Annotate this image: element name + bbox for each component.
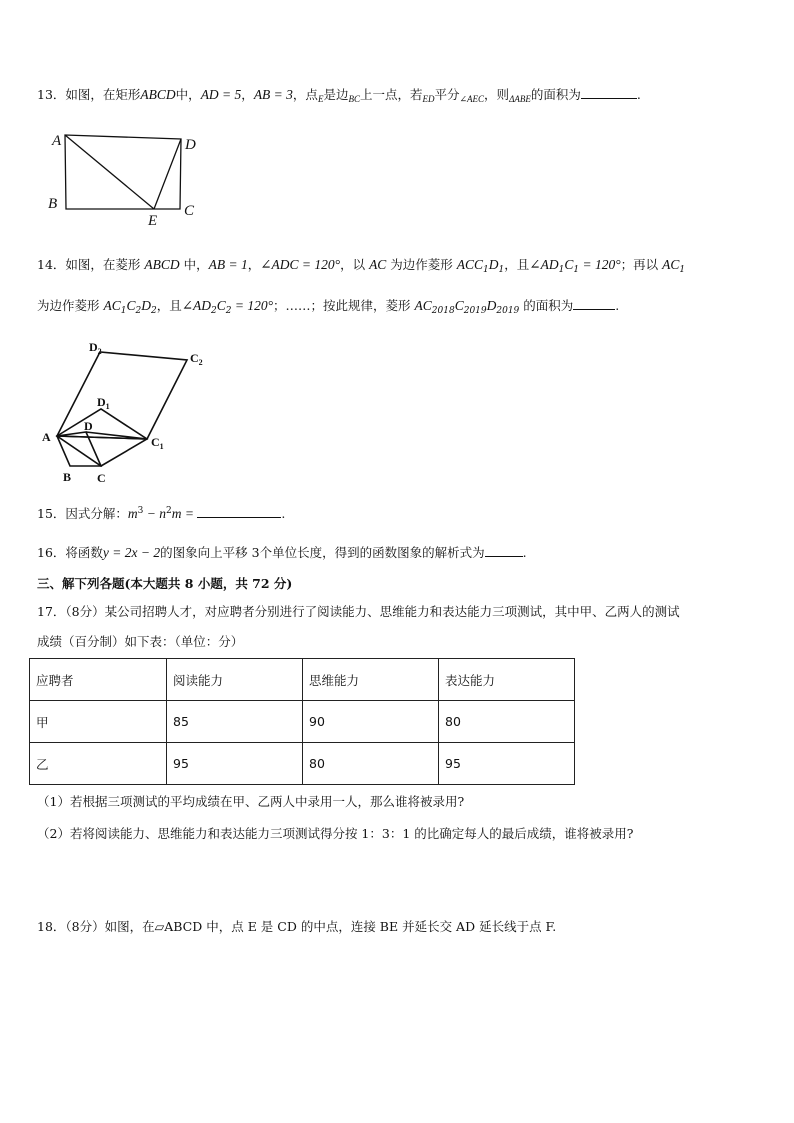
q15-text: 15．因式分解：$m^3 - n^2m$ = . bbox=[37, 506, 286, 521]
q14-label-d1: $D_1$ bbox=[97, 395, 110, 411]
q18-text: 18．（8分）如图，在▱ABCD 中，点 E 是 CD 的中点，连接 BE 并延长交 AD 延长线于点 F. bbox=[37, 919, 557, 934]
q13-label-a: A bbox=[52, 133, 62, 149]
q14-label-b: B bbox=[63, 470, 72, 484]
table-cell: 90 bbox=[303, 701, 439, 743]
q14-label-c2: $C_2$ bbox=[190, 351, 203, 367]
answer-blank bbox=[581, 86, 637, 99]
answer-blank bbox=[485, 544, 523, 557]
q14-rhombus-large bbox=[57, 352, 187, 439]
table-cell: 80 bbox=[303, 743, 439, 785]
q14-label-c1: $C_1$ bbox=[151, 435, 164, 451]
q14-text-line1: 14．如图，在菱形 ABCD 中，AB = 1，∠ADC = 120°，以 AC 为边作菱形 $ACC_1D_1$，且$\angle AD_1C_1 = 120^\circ$；再以 $AC_1$ bbox=[37, 257, 686, 275]
table-header-cell: 阅读能力 bbox=[167, 659, 303, 701]
q17-sub1: （1）若根据三项测试的平均成绩在甲、乙两人中录用一人，那么谁将被录用? bbox=[37, 794, 465, 809]
answer-blank bbox=[197, 505, 281, 518]
q13-label-d: D bbox=[185, 137, 196, 153]
table-cell: 乙 bbox=[30, 743, 167, 785]
table-cell: 95 bbox=[439, 743, 575, 785]
q13-label-b: B bbox=[48, 196, 58, 212]
q13-rectangle bbox=[65, 135, 181, 209]
q14-rhombus-small bbox=[57, 432, 101, 466]
q14-text-line2: 为边作菱形 $AC_1C_2D_2$，且$\angle AD_2C_2 = 120^\circ$；……；按此规律，菱形 $AC_{2018}C_{2019}D_{2019}$ 的面积为 . bbox=[37, 298, 620, 316]
table-header-cell: 思维能力 bbox=[303, 659, 439, 701]
table-header-row bbox=[30, 659, 575, 701]
q14-label-a: A bbox=[42, 430, 51, 444]
table-row bbox=[30, 743, 575, 785]
q17-line2: 成绩（百分制）如下表：（单位：分） bbox=[37, 634, 244, 649]
q13-label-c: C bbox=[184, 203, 195, 219]
table-cell: 甲 bbox=[30, 701, 167, 743]
table-header-cell: 应聘者 bbox=[30, 659, 167, 701]
q14-label-c: C bbox=[97, 471, 106, 485]
q13-text: 13．如图，在矩形ABCD中，AD = 5，AB = 3，点$_E$是边$_{BC}$上一点，若$_{ED}$平分$_{\angle AEC}$，则$_{\Delta ABE}$的面积为 . bbox=[37, 87, 641, 104]
q16-text: 16．将函数y = 2x − 2的图象向上平移 3个单位长度，得到的函数图象的解析式为 . bbox=[37, 545, 527, 560]
table-cell: 80 bbox=[439, 701, 575, 743]
score-table bbox=[29, 658, 575, 785]
table-header-cell: 表达能力 bbox=[439, 659, 575, 701]
q13-segment-ae bbox=[65, 135, 154, 209]
answer-blank bbox=[573, 297, 615, 310]
table-cell: 85 bbox=[167, 701, 303, 743]
q14-rhombus-mid bbox=[57, 409, 147, 466]
q17-line1: 17．（8分）某公司招聘人才，对应聘者分别进行了阅读能力、思维能力和表达能力三项测试，其中甲、乙两人的测试 bbox=[37, 604, 680, 619]
q13-label-e: E bbox=[148, 213, 158, 229]
q17-sub2: （2）若将阅读能力、思维能力和表达能力三项测试得分按 1：3：1 的比确定每人的最后成绩，谁将被录用? bbox=[37, 826, 634, 841]
q13-segment-ed bbox=[154, 139, 181, 209]
q14-label-d2: $D_2$ bbox=[89, 340, 102, 356]
table-row bbox=[30, 701, 575, 743]
section-3-heading: 三、解下列各题(本大题共 8 小题，共 72 分) bbox=[37, 576, 293, 591]
table-cell: 95 bbox=[167, 743, 303, 785]
q14-label-d: D bbox=[84, 419, 93, 433]
